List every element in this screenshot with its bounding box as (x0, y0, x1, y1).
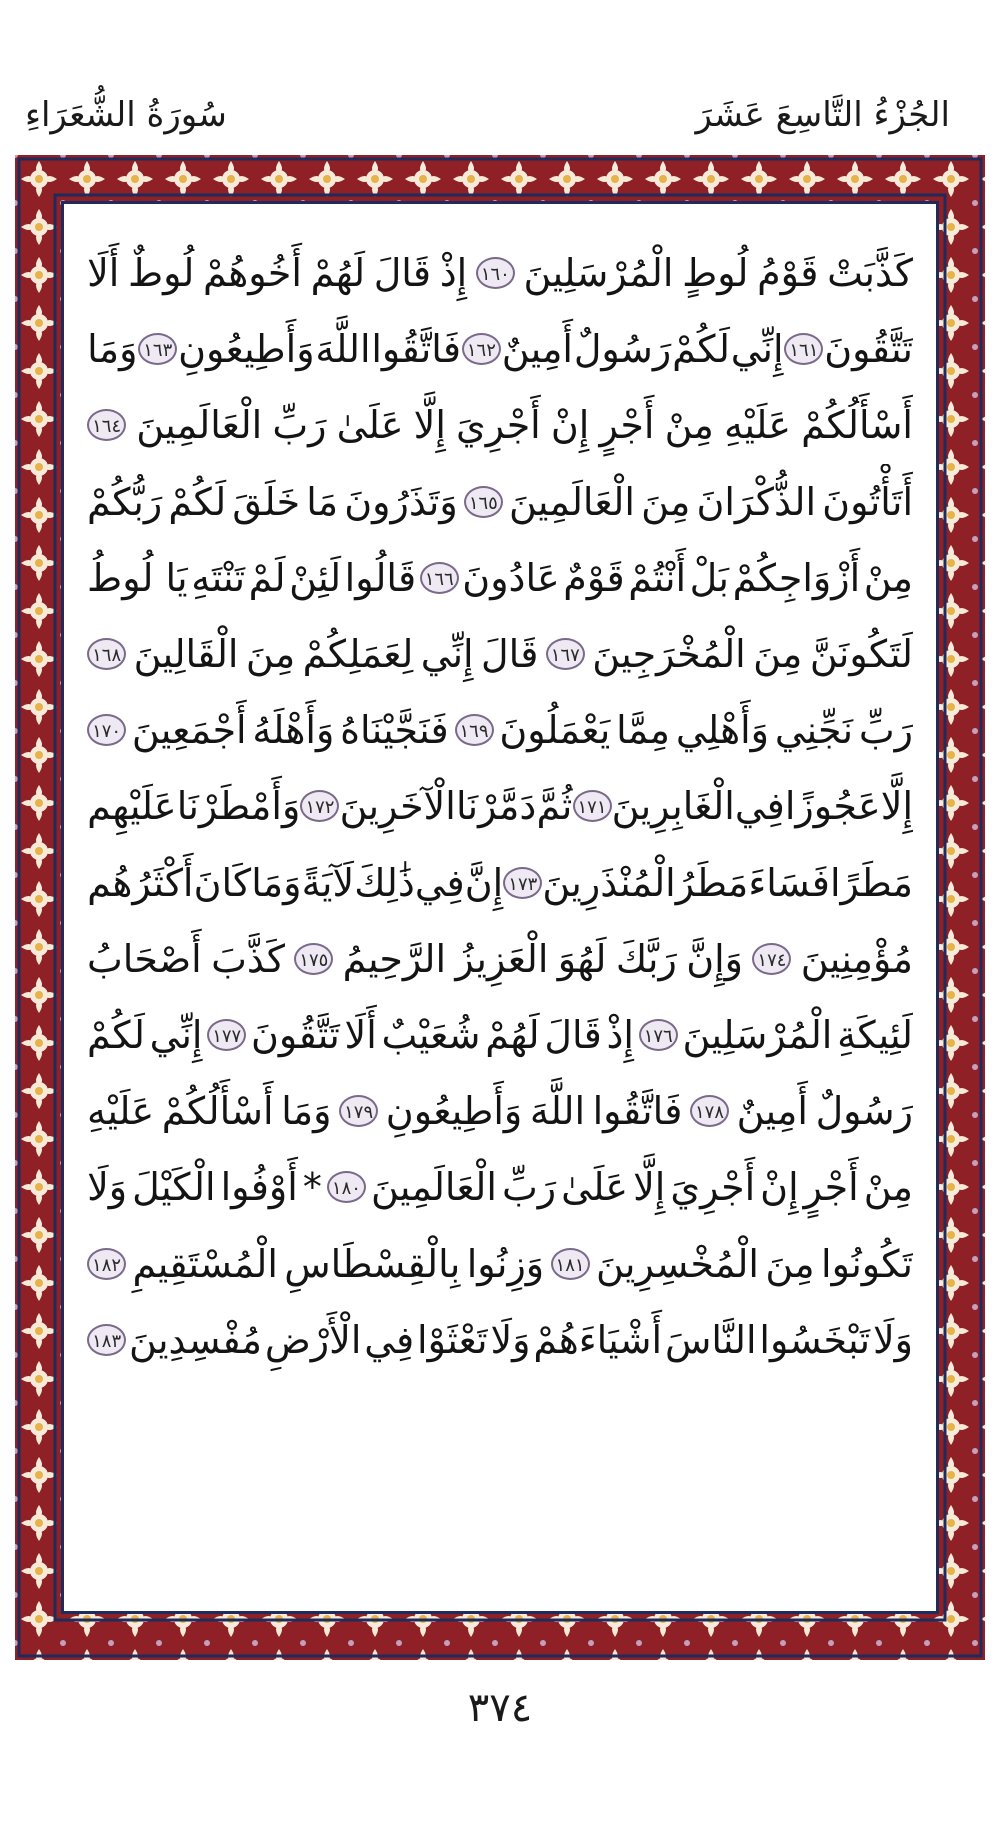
verse-word: وَتَذَرُونَ (344, 479, 458, 524)
verse-word: إِنَّ (464, 860, 504, 905)
ayah-number-marker: ١٧٢ (300, 790, 339, 822)
verse-word: وَلَا (87, 1165, 128, 1210)
ayah-number-marker: ١٦٩ (455, 714, 494, 746)
verse-word: وَأَمْطَرْنَا (176, 784, 301, 829)
verse-word: فِي (734, 784, 785, 829)
verse-word: الْأَرْضِ (264, 1317, 362, 1362)
verse-word: الْعَزِيزُ (455, 936, 549, 981)
ornamental-border (15, 155, 985, 1660)
verse-word: رَبِّ (858, 708, 913, 753)
verse-word: أَمِينٌ (736, 1089, 808, 1134)
verse-word: بِالْقِسْطَاسِ (284, 1241, 461, 1286)
verse-word: إِنِّي (730, 327, 784, 372)
verse-word: لَهُوَ (557, 936, 607, 981)
verse-word: أَمِينٌ (501, 327, 573, 372)
verse-line (87, 311, 913, 387)
verse-word: أَنْتُمْ (628, 555, 687, 600)
verse-text-area (87, 235, 913, 1585)
verse-line (87, 387, 913, 463)
verse-word: مِنَ (753, 632, 803, 677)
verse-word: إِنِّي (420, 632, 474, 677)
verse-word: رَبِّ (501, 1165, 557, 1210)
verse-word: وَلَا (490, 1317, 531, 1362)
verse-word: تَنْتَهِ (191, 555, 246, 600)
verse-word: قَالَ (544, 1012, 602, 1057)
verse-word: رَسُولٌ (573, 327, 672, 372)
verse-word: الْعَالَمِينَ (370, 1165, 497, 1210)
verse-word: وَمَا (281, 1089, 332, 1134)
verse-line (87, 464, 913, 540)
verse-word: اللَّهَ (529, 1089, 585, 1134)
verse-word: عَلَىٰ (561, 1165, 629, 1210)
verse-word: مِنَ (641, 479, 691, 524)
verse-word: إِذْ (439, 251, 468, 296)
verse-word: مُفْسِدِينَ (129, 1317, 262, 1362)
verse-word: أَوْفُوا (220, 1165, 298, 1210)
verse-word: رَسُولٌ (815, 1089, 913, 1134)
verse-word: مِنْ (863, 555, 913, 600)
verse-word: فِي (414, 860, 465, 905)
verse-word: قَالَ (373, 251, 432, 296)
verse-word: أَلَا (87, 251, 120, 296)
ayah-number-marker: ١٦٧ (546, 638, 585, 670)
verse-word: تَتَّقُونَ (824, 327, 913, 372)
verse-word: عَلَيْهِم (87, 784, 177, 829)
verse-word: الْمُنْذَرِينَ (542, 860, 676, 905)
verse-word: مُؤْمِنِينَ (800, 936, 913, 981)
ayah-number-marker: ١٧٥ (294, 943, 333, 975)
verse-word: وَلَا (872, 1317, 913, 1362)
verse-word: وَزِنُوا (466, 1241, 545, 1286)
verse-word: عَلَيْهِ (723, 403, 792, 448)
ayah-number-marker: ١٧٠ (87, 714, 126, 746)
verse-word: وَأَطِيعُونِ (178, 327, 315, 372)
verse-word: وَأَهْلَهُ (252, 708, 335, 753)
verse-word: أَجْرٍ (803, 1165, 859, 1210)
verse-word: عَلَيْهِ (87, 1089, 155, 1134)
verse-word: تَكُونُوا (821, 1241, 913, 1286)
ayah-number-marker: ١٦١ (784, 333, 823, 365)
verse-word: عَادُونَ (462, 555, 560, 600)
verse-line (87, 235, 913, 311)
verse-word: مِنَ (765, 1241, 815, 1286)
verse-word: الْعَالَمِينَ (508, 479, 635, 524)
verse-word: فَاتَّقُوا (592, 1089, 683, 1134)
verse-word: مَطَرًا (829, 860, 913, 905)
verse-word: أَجْرِيَ (670, 1165, 756, 1210)
verse-word: لَهُمْ (310, 251, 366, 296)
verse-word: تَبْخَسُوا (759, 1317, 871, 1362)
ayah-number-marker: ١٦٢ (462, 333, 501, 365)
verse-word: لَهُمْ (485, 1012, 540, 1057)
verse-word: خَلَقَ (232, 479, 301, 524)
verse-word: تَعْثَوْا (417, 1317, 488, 1362)
verse-word: مِنْ (664, 403, 714, 448)
verse-word: الذُّكْرَانَ (696, 479, 817, 524)
verse-word: ثُمَّ (536, 784, 573, 829)
verse-word: أَتَأْتُونَ (822, 479, 913, 524)
verse-line (87, 768, 913, 844)
verse-word: الْعَالَمِينَ (136, 403, 263, 448)
verse-word: أَجْمَعِينَ (131, 708, 247, 753)
verse-word: الْقَالِينَ (133, 632, 239, 677)
verse-word: اللَّهَ (315, 327, 371, 372)
verse-word: فَسَاءَ (748, 860, 830, 905)
ayah-number-marker: ١٧٤ (752, 943, 791, 975)
ayah-number-marker: ١٦٨ (87, 638, 126, 670)
verse-word: إِنِّي (149, 1012, 203, 1057)
verse-word: كَانَ (193, 860, 252, 905)
ayah-number-marker: ١٧٦ (639, 1019, 678, 1051)
verse-word: فِي (364, 1317, 415, 1362)
verse-word: أَسْأَلُكُمْ (161, 1089, 274, 1134)
page-header (0, 0, 1000, 160)
verse-word: أَجْرِيَ (455, 403, 541, 448)
verse-word: دَمَّرْنَا (455, 784, 537, 829)
ayah-number-marker: ١٨١ (551, 1248, 590, 1280)
verse-line (87, 1073, 913, 1149)
verse-word: رَبِّ (272, 403, 327, 448)
verse-line (87, 1302, 913, 1378)
verse-word: عَلَىٰ (336, 403, 404, 448)
verse-word: لَكُمْ (168, 479, 227, 524)
verse-word: لُوطٌ (127, 251, 195, 296)
verse-word: قَالُوا (344, 555, 417, 600)
verse-word: أَلَا (344, 1012, 377, 1057)
verse-word: بَلْ (689, 555, 729, 600)
verse-word: لُوطٍ (682, 251, 749, 296)
verse-line (87, 1149, 913, 1225)
ayah-number-marker: ١٦٤ (87, 409, 126, 441)
page-number: ٣٧٤ (467, 1685, 533, 1731)
verse-word: كَذَّبَتْ (827, 251, 913, 296)
verse-word: أَكْثَرُهُم (87, 860, 194, 905)
verse-word: إِنْ (760, 1165, 799, 1210)
verse-word: أَجْرٍ (599, 403, 655, 448)
verse-word: شُعَيْبٌ (381, 1012, 481, 1057)
juz-title: الجُزْءُ التَّاسِعَ عَشَرَ (695, 95, 950, 135)
surah-title: سُورَةُ الشُّعَرَاءِ (25, 95, 227, 135)
verse-line (87, 845, 913, 921)
verse-word: لَمْ (248, 555, 286, 600)
ayah-number-marker: ١٧٨ (690, 1095, 729, 1127)
verse-word: فَاتَّقُوا (371, 327, 462, 372)
verse-word: الْآخَرِينَ (339, 784, 456, 829)
verse-word: تَتَّقُونَ (250, 1012, 340, 1057)
verse-word: مَطَرُ (675, 860, 749, 905)
ayah-number-marker: ١٨٠ (327, 1171, 366, 1203)
verse-line (87, 616, 913, 692)
verse-word: وَأَهْلِي (675, 708, 770, 753)
verse-word: مِنَ (245, 632, 296, 677)
verse-word: عَجُوزًا (784, 784, 881, 829)
verse-word: أَشْيَاءَهُمْ (533, 1317, 663, 1362)
verse-word: ذَٰلِكَ (354, 860, 415, 905)
verse-word: النَّاسَ (664, 1317, 757, 1362)
verse-word: لَآيَةً (301, 860, 355, 905)
ayah-number-marker: ١٧٣ (503, 867, 542, 899)
verse-line (87, 692, 913, 768)
verse-word: إِذْ (606, 1012, 634, 1057)
verse-word: الْغَابِرِينَ (611, 784, 735, 829)
ayah-number-marker: ١٧٩ (339, 1095, 378, 1127)
ayah-number-marker: ١٧٧ (207, 1019, 246, 1051)
verse-word: قَوْمٌ (563, 555, 625, 600)
ayah-number-marker: ١٨٢ (87, 1248, 126, 1280)
verse-word: الْمُخْسِرِينَ (595, 1241, 759, 1286)
verse-word: لَكُمْ (87, 1012, 145, 1057)
verse-word: مِنْ (863, 1165, 913, 1210)
verse-word: لِعَمَلِكُمْ (302, 632, 414, 677)
verse-word: مِمَّا (616, 708, 671, 753)
ayah-number-marker: ١٦٥ (464, 486, 503, 518)
verse-word: الْمُرْسَلِينَ (682, 1012, 833, 1057)
verse-word: * (302, 1165, 322, 1210)
verse-word: لَتَكُونَنَّ (809, 632, 913, 677)
verse-line (87, 1225, 913, 1301)
verse-word: إِلَّا (413, 403, 446, 448)
verse-word: وَأَطِيعُونِ (385, 1089, 523, 1134)
verse-word: الْمُخْرَجِينَ (592, 632, 746, 677)
verse-word: نَجِّنِي (774, 708, 854, 753)
verse-word: يَعْمَلُونَ (499, 708, 611, 753)
ayah-number-marker: ١٦٣ (138, 333, 177, 365)
verse-word: قَوْمُ (757, 251, 819, 296)
verse-word: وَمَا (87, 327, 138, 372)
ayah-number-marker: ١٨٣ (87, 1324, 126, 1356)
verse-word: رَبُّكُمْ (87, 479, 163, 524)
verse-word: الرَّحِيمُ (342, 936, 447, 981)
verse-word: الْمُسْتَقِيمِ (132, 1241, 278, 1286)
verse-word: لَئِيكَةِ (837, 1012, 913, 1057)
verse-word: الْمُرْسَلِينَ (523, 251, 674, 296)
verse-word: رَبَّكَ (615, 936, 677, 981)
verse-word: فَنَجَّيْنَاهُ (340, 708, 449, 753)
verse-word: إِنْ (550, 403, 590, 448)
verse-word: الْكَيْلَ (132, 1165, 216, 1210)
verse-word: مَا (306, 479, 339, 524)
verse-word: أَخُوهُمْ (202, 251, 302, 296)
ayah-number-marker: ١٦٦ (420, 562, 459, 594)
verse-line (87, 997, 913, 1073)
verse-word: أَصْحَابُ (87, 936, 202, 981)
verse-word: لَكُمْ (672, 327, 730, 372)
verse-word: وَمَا (251, 860, 302, 905)
verse-word: كَذَّبَ (211, 936, 285, 981)
verse-word: أَزْوَاجِكُمْ (732, 555, 861, 600)
verse-line (87, 540, 913, 616)
verse-line (87, 921, 913, 997)
verse-word: قَالَ (481, 632, 539, 677)
verse-word: لَئِنْ (289, 555, 342, 600)
verse-word: يَا لُوطُ (87, 555, 188, 600)
verse-word: أَسْأَلُكُمْ (801, 403, 913, 448)
ayah-number-marker: ١٦٠ (476, 257, 515, 289)
verse-word: إِلَّا (633, 1165, 666, 1210)
ayah-number-marker: ١٧١ (573, 790, 612, 822)
verse-word: إِلَّا (880, 784, 913, 829)
verse-word: وَإِنَّ (686, 936, 744, 981)
